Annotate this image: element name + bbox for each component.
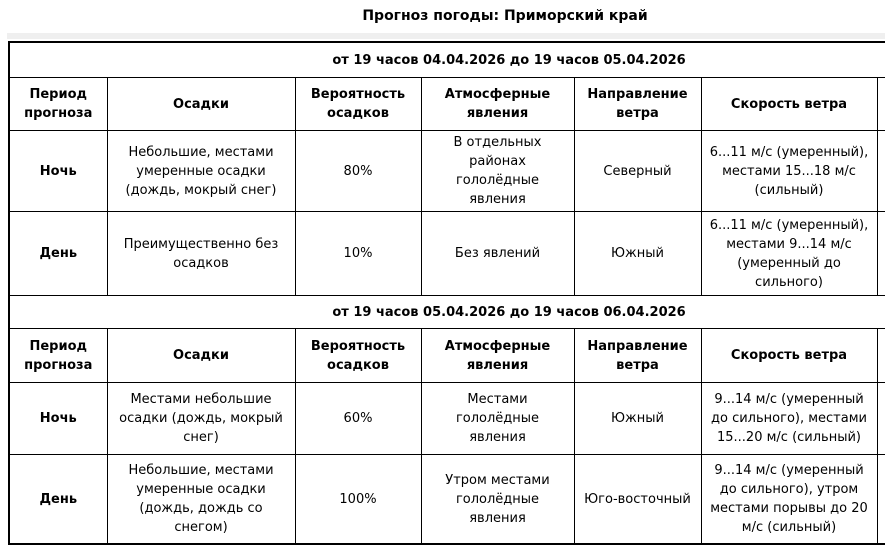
period-cell: Ночь: [9, 383, 107, 455]
section-1-period-header: от 19 часов 04.04.2026 до 19 часов 05.04.2026: [9, 42, 885, 78]
wind-speed-cell: 9...14 м/с (умеренный до сильного), местами 15...20 м/с (сильный): [701, 383, 877, 455]
section-2-header-row: [9, 329, 885, 383]
cutoff-column-cell: [877, 455, 885, 545]
column-header-wind-speed: Скорость ветра: [701, 329, 877, 383]
column-header-probability: Вероятность осадков: [295, 78, 421, 131]
probability-cell: 60%: [295, 383, 421, 455]
probability-cell: 10%: [295, 212, 421, 296]
section-2-date-row: [9, 296, 885, 329]
wind-direction-cell: Юго-восточный: [574, 455, 701, 545]
section-1-header-row: [9, 78, 885, 131]
wind-direction-cell: Северный: [574, 131, 701, 212]
precipitation-cell: Преимущественно без осадков: [107, 212, 295, 296]
precipitation-cell: Небольшие, местами умеренные осадки (дождь, мокрый снег): [107, 131, 295, 212]
section-1-date-row: [9, 42, 885, 78]
period-cell: День: [9, 455, 107, 545]
cutoff-column-cell: [877, 131, 885, 212]
table-row-night-1: [9, 131, 885, 212]
column-header-probability: Вероятность осадков: [295, 329, 421, 383]
table-row-night-2: [9, 383, 885, 455]
wind-speed-cell: 6...11 м/с (умеренный), местами 9...14 м/с (умеренный до сильного): [701, 212, 877, 296]
column-header-wind-speed: Скорость ветра: [701, 78, 877, 131]
table-row-day-1: [9, 212, 885, 296]
period-cell: День: [9, 212, 107, 296]
cutoff-column-cell: [877, 212, 885, 296]
phenomena-cell: Без явлений: [421, 212, 574, 296]
phenomena-cell: В отдельных районах гололёдные явления: [421, 131, 574, 212]
phenomena-cell: Утром местами гололёдные явления: [421, 455, 574, 545]
cutoff-column-cell: [877, 383, 885, 455]
column-header-precipitation: Осадки: [107, 329, 295, 383]
cutoff-column-header: [877, 78, 885, 131]
wind-direction-cell: Южный: [574, 212, 701, 296]
column-header-precipitation: Осадки: [107, 78, 295, 131]
phenomena-cell: Местами гололёдные явления: [421, 383, 574, 455]
column-header-period: Период прогноза: [9, 329, 107, 383]
section-2-period-header: от 19 часов 05.04.2026 до 19 часов 06.04.2026: [9, 296, 885, 329]
column-header-phenomena: Атмосферные явления: [421, 78, 574, 131]
precipitation-cell: Небольшие, местами умеренные осадки (дождь, дождь со снегом): [107, 455, 295, 545]
wind-speed-cell: 6...11 м/с (умеренный), местами 15...18 м/с (сильный): [701, 131, 877, 212]
probability-cell: 100%: [295, 455, 421, 545]
column-header-wind-direction: Направление ветра: [574, 78, 701, 131]
period-cell: Ночь: [9, 131, 107, 212]
forecast-table: [8, 41, 885, 545]
wind-speed-cell: 9...14 м/с (умеренный до сильного), утром местами порывы до 20 м/с (сильный): [701, 455, 877, 545]
divider-strip: [7, 33, 885, 39]
column-header-wind-direction: Направление ветра: [574, 329, 701, 383]
probability-cell: 80%: [295, 131, 421, 212]
cutoff-column-header: [877, 329, 885, 383]
wind-direction-cell: Южный: [574, 383, 701, 455]
page-title: Прогноз погоды: Приморский край: [362, 8, 648, 24]
precipitation-cell: Местами небольшие осадки (дождь, мокрый снег): [107, 383, 295, 455]
table-row-day-2: [9, 455, 885, 545]
column-header-phenomena: Атмосферные явления: [421, 329, 574, 383]
column-header-period: Период прогноза: [9, 78, 107, 131]
